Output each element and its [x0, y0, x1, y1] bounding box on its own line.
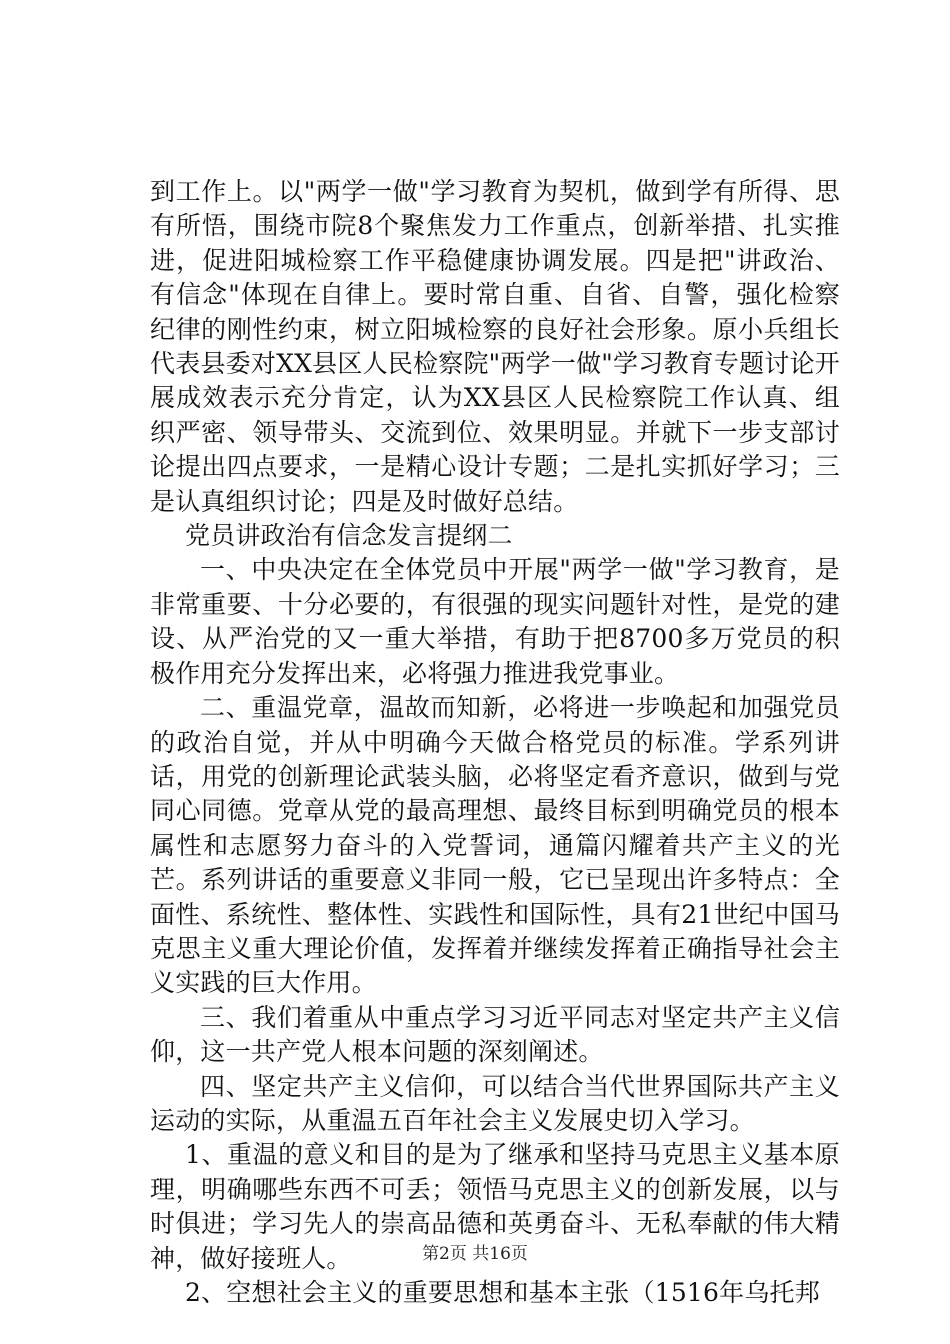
paragraph-point-1: 一、中央决定在全体党员中开展"两学一做"学习教育，是非常重要、十分必要的，有很强的现实问题针对性，是党的建设、从严治党的又一重大举措，有助于把8700多万党员的积极作用充分发挥出来，必将强力推进我党事业。 [150, 555, 840, 688]
paragraph-point-4: 四、坚定共产主义信仰，可以结合当代世界国际共产主义运动的实际，从重温五百年社会主义发展史切入学习。 [150, 1071, 840, 1135]
paragraph-point-2: 二、重温党章，温故而知新，必将进一步唤起和加强党员的政治自觉，并从中明确今天做合格党员的标准。学系列讲话，用党的创新理论武装头脑，必将坚定看齐意识，做到与党同心同德。党章从党的最高理想、最终目标到明确党员的根本属性和志愿努力奋斗的入党誓词，通篇闪耀着共产主义的光芒。系列讲话的重要意义非同一般，它已呈现出许多特点：全面性、系统性、整体性、实践性和国际性，具有21世纪中国马克思主义重大理论价值，发挥着并继续发挥着正确指导社会主义实践的巨大作用。 [150, 693, 840, 998]
paragraph-subpoint-1: 1、重温的意义和目的是为了继承和坚持马克思主义基本原理，明确哪些东西不可丢；领悟马克思主义的创新发展，以与时俱进；学习先人的崇高品德和英勇奋斗、无私奉献的伟大精神，做好接班人。 [150, 1140, 840, 1273]
paragraph-point-3: 三、我们着重从中重点学习习近平同志对坚定共产主义信仰，这一共产党人根本问题的深刻阐述。 [150, 1002, 840, 1067]
paragraph-subpoint-2: 2、空想社会主义的重要思想和基本主张（1516年乌托邦 [185, 1278, 820, 1307]
document-body [150, 175, 840, 1310]
page-number-footer: 第2页 共16页 [422, 1244, 528, 1264]
section-heading: 党员讲政治有信念发言提纲二 [185, 521, 513, 551]
paragraph-continuation: 到工作上。以"两学一做"学习教育为契机，做到学有所得、思有所悟，围绕市院8个聚焦发力工作重点，创新举措、扎实推进，促进阳城检察工作平稳健康协调发展。四是把"讲政治、有信念"体现在自律上。要时常自重、自省、自警，强化检察纪律的刚性约束，树立阳城检察的良好社会形象。原小兵组长代表县委对XX县区人民检察院"两学一做"学习教育专题讨论开展成效表示充分肯定，认为XX县区人民检察院工作认真、组织严密、领导带头、交流到位、效果明显。并就下一步支部讨论提出四点要求，一是精心设计专题；二是扎实抓好学习；三是认真组织讨论；四是及时做好总结。 [150, 177, 840, 516]
